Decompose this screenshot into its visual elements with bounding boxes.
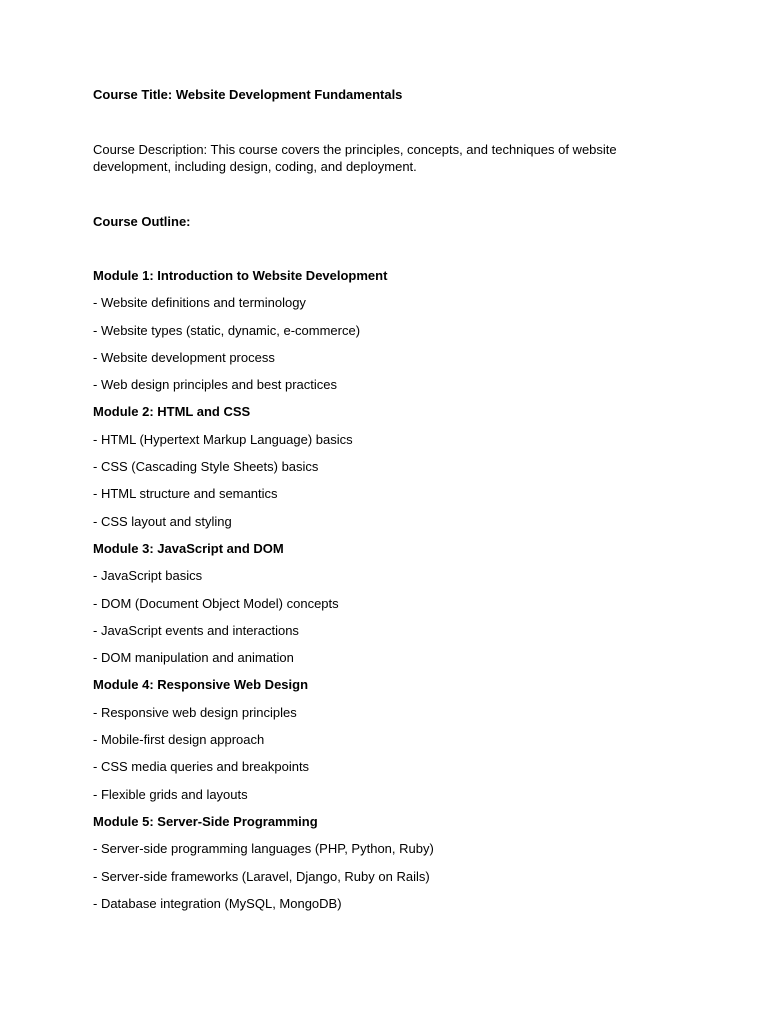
- module-heading: Module 1: Introduction to Website Development: [93, 268, 388, 283]
- module-item: - CSS (Cascading Style Sheets) basics: [93, 459, 319, 475]
- module-item: - HTML structure and semantics: [93, 486, 278, 502]
- module-item: - Server-side frameworks (Laravel, Django, Ruby on Rails): [93, 868, 430, 884]
- module-item: - CSS layout and styling: [93, 513, 232, 529]
- module-list: [93, 267, 653, 912]
- module-item: - JavaScript basics: [93, 568, 203, 584]
- module-item: - DOM (Document Object Model) concepts: [93, 595, 339, 611]
- module-heading: Module 2: HTML and CSS: [93, 404, 251, 420]
- module-item: - Server-side programming languages (PHP, Python, Ruby): [93, 841, 434, 857]
- module-item: - Web design principles and best practices: [93, 377, 337, 393]
- module-heading: Module 4: Responsive Web Design: [93, 677, 309, 693]
- module-item: - JavaScript events and interactions: [93, 622, 299, 638]
- module-item: - Website definitions and terminology: [93, 295, 306, 311]
- module-item: - Website development process: [93, 349, 275, 365]
- module-item: - Website types (static, dynamic, e-commerce): [93, 322, 361, 338]
- module-item: - Mobile-first design approach: [93, 732, 265, 748]
- course-outline-label: Course Outline:: [93, 213, 191, 229]
- module-item: - Database integration (MySQL, MongoDB): [93, 895, 342, 911]
- module-item: - DOM manipulation and animation: [93, 650, 294, 666]
- module-item: - Flexible grids and layouts: [93, 786, 248, 802]
- module-heading: Module 3: JavaScript and DOM: [93, 540, 284, 556]
- module-item: - Responsive web design principles: [93, 704, 297, 720]
- module-item: - CSS media queries and breakpoints: [93, 759, 310, 775]
- course-title: Course Title: Website Development Fundamentals: [93, 87, 403, 102]
- module-heading: Module 5: Server-Side Programming: [93, 813, 318, 829]
- course-description: Course Description: This course covers the principles, concepts, and techniques of website development, including design, coding, and deployment.: [93, 141, 617, 174]
- document-content: [93, 86, 653, 922]
- module-item: - HTML (Hypertext Markup Language) basics: [93, 431, 353, 447]
